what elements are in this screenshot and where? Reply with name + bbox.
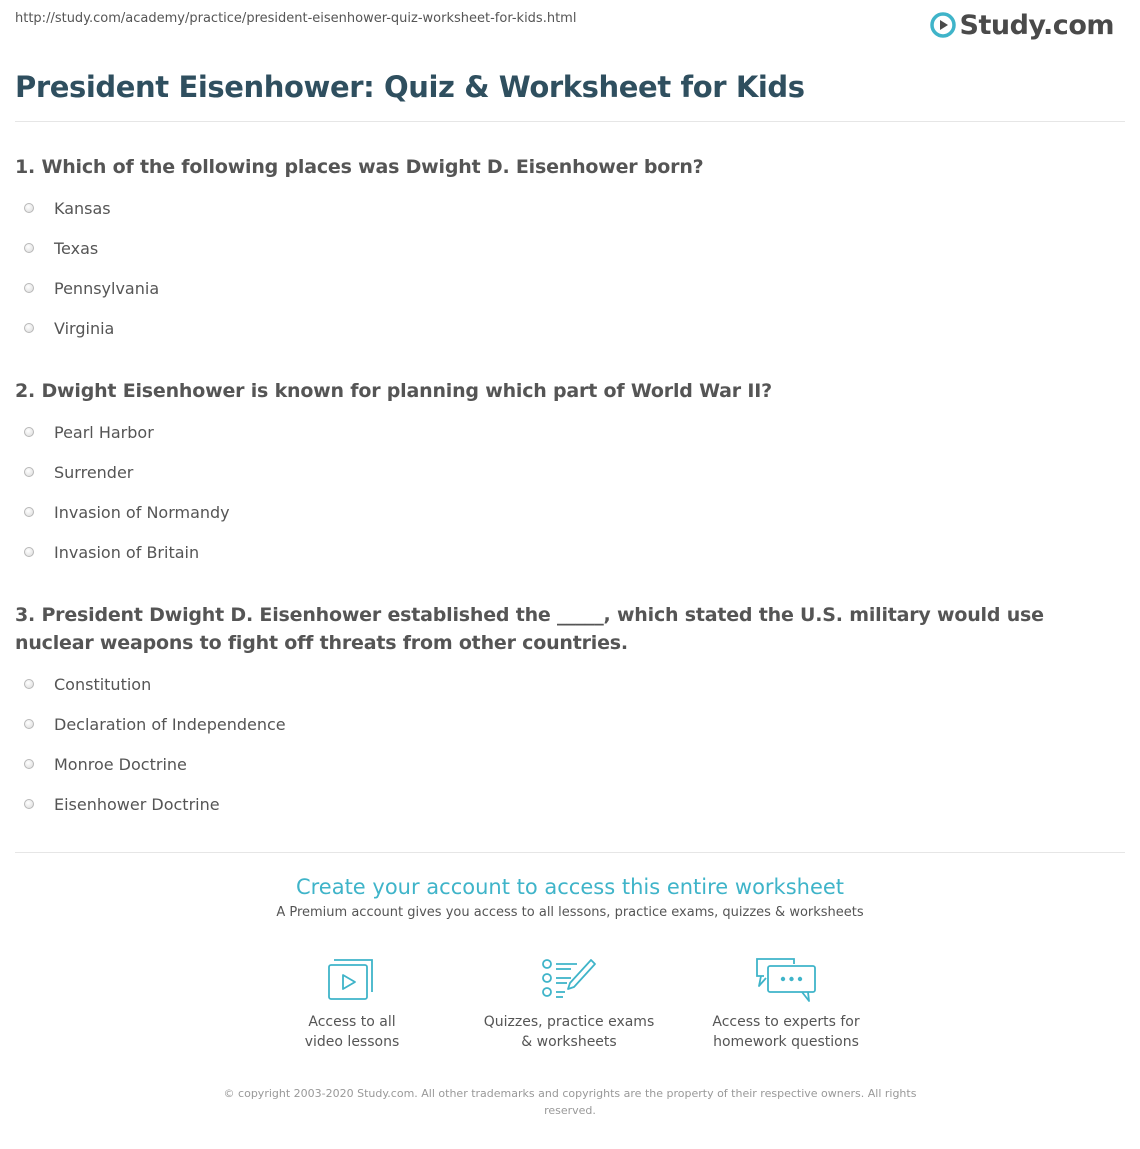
cta-title-link[interactable]: Create your account to access this entire worksheet: [295, 875, 845, 899]
option-label: Constitution: [54, 674, 152, 694]
option-label: Texas: [54, 238, 99, 258]
page-url: http://study.com/academy/practice/president-eisenhower-quiz-worksheet-for-kids.html: [15, 11, 577, 26]
option-label: Invasion of Britain: [54, 542, 200, 562]
option-item[interactable]: [15, 268, 1115, 308]
option-label: Declaration of Independence: [54, 714, 286, 734]
option-item[interactable]: [15, 308, 1115, 348]
feature-list: [0, 956, 1140, 1066]
question-3: [15, 601, 1115, 824]
option-item[interactable]: [15, 704, 1115, 744]
quiz-checklist-icon: [541, 956, 597, 1002]
feature-experts: [686, 956, 886, 1052]
radio-button[interactable]: [24, 243, 34, 253]
radio-button[interactable]: [24, 283, 34, 293]
radio-button[interactable]: [24, 467, 34, 477]
title-divider: [15, 121, 1125, 122]
question-text: 3. President Dwight D. Eisenhower established the _____, which stated the U.S. military would use nuclear weapons to fight off threats from other countries.: [15, 604, 1044, 654]
option-label: Invasion of Normandy: [54, 502, 230, 522]
option-item[interactable]: [15, 532, 1115, 572]
radio-button[interactable]: [24, 719, 34, 729]
page-title: President Eisenhower: Quiz & Worksheet for Kids: [15, 70, 805, 104]
study-logo[interactable]: [930, 8, 1114, 42]
option-item[interactable]: [15, 744, 1115, 784]
option-item[interactable]: [15, 412, 1115, 452]
question-text: 1. Which of the following places was Dwight D. Eisenhower born?: [15, 156, 704, 178]
option-list: [15, 412, 1115, 572]
option-item[interactable]: [15, 188, 1115, 228]
option-item[interactable]: [15, 664, 1115, 704]
copyright-notice: © copyright 2003-2020 Study.com. All other trademarks and copyrights are the property of their respective owners. All rights reserved.: [223, 1087, 917, 1117]
option-list: [15, 188, 1115, 348]
option-label: Eisenhower Doctrine: [54, 794, 220, 814]
question-1: [15, 153, 1115, 348]
radio-button[interactable]: [24, 679, 34, 689]
feature-quizzes: [469, 956, 669, 1052]
cta-subtitle: A Premium account gives you access to all lessons, practice exams, quizzes & worksheets: [276, 905, 864, 920]
feature-label: Quizzes, practice exams & worksheets: [483, 1014, 655, 1050]
radio-button[interactable]: [24, 507, 34, 517]
option-list: [15, 664, 1115, 824]
play-circle-icon: [930, 12, 956, 38]
logo-text: Study.com: [959, 9, 1114, 41]
option-label: Kansas: [54, 198, 111, 218]
option-label: Surrender: [54, 462, 134, 482]
radio-button[interactable]: [24, 203, 34, 213]
option-item[interactable]: [15, 492, 1115, 532]
feature-label: Access to experts for homework questions: [712, 1014, 860, 1050]
radio-button[interactable]: [24, 759, 34, 769]
chat-bubbles-icon: [754, 956, 818, 1002]
question-2: [15, 377, 1115, 572]
feature-video-lessons: [252, 956, 452, 1052]
radio-button[interactable]: [24, 799, 34, 809]
option-item[interactable]: [15, 784, 1115, 824]
option-label: Virginia: [54, 318, 115, 338]
signup-cta: [0, 875, 1140, 920]
question-text: 2. Dwight Eisenhower is known for planning which part of World War II?: [15, 380, 772, 402]
cta-divider: [15, 852, 1125, 853]
option-item[interactable]: [15, 228, 1115, 268]
radio-button[interactable]: [24, 427, 34, 437]
option-item[interactable]: [15, 452, 1115, 492]
feature-label: Access to all video lessons: [304, 1014, 400, 1050]
option-label: Pearl Harbor: [54, 422, 154, 442]
option-label: Monroe Doctrine: [54, 754, 187, 774]
radio-button[interactable]: [24, 323, 34, 333]
radio-button[interactable]: [24, 547, 34, 557]
option-label: Pennsylvania: [54, 278, 160, 298]
video-lesson-icon: [326, 956, 378, 1002]
